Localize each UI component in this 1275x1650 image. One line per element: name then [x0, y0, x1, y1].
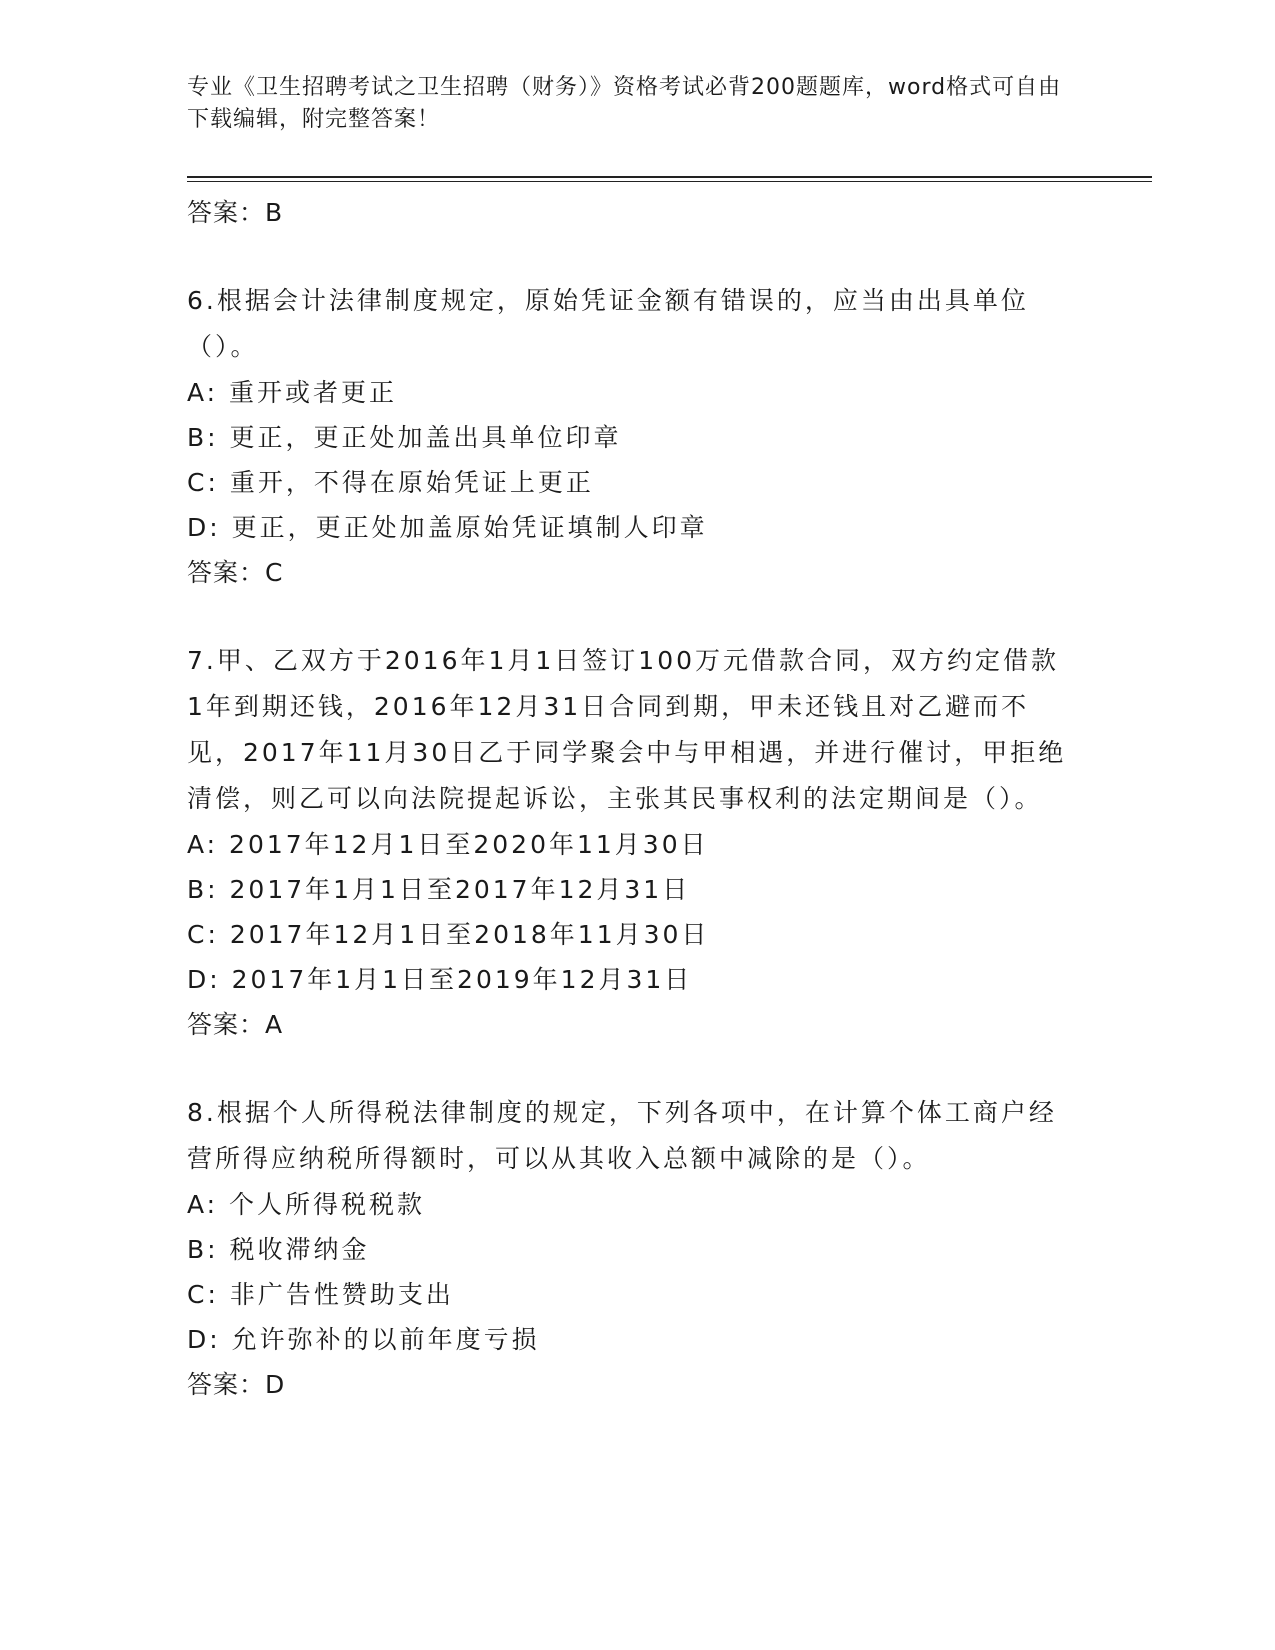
answer-line: 答案：A	[187, 1010, 284, 1039]
question-stem: 6.根据会计法律制度规定，原始凭证金额有错误的，应当由出具单位（）。	[187, 286, 1029, 361]
answer-line: 答案：D	[187, 1370, 286, 1399]
option-b: B: 更正，更正处加盖出具单位印章	[187, 423, 622, 452]
document-body	[187, 190, 1067, 1408]
option-c: C: 2017年12月1日至2018年11月30日	[187, 920, 710, 949]
option-c: C: 非广告性赞助支出	[187, 1280, 454, 1309]
option-d: D: 更正，更正处加盖原始凭证填制人印章	[187, 513, 708, 542]
option-a: A: 重开或者更正	[187, 378, 398, 407]
question-stem: 8.根据个人所得税法律制度的规定，下列各项中，在计算个体工商户经营所得应纳税所得额时，可以从其收入总额中减除的是（）。	[187, 1098, 1057, 1173]
option-d: D: 允许弥补的以前年度亏损	[187, 1325, 540, 1354]
question-block	[187, 1090, 1067, 1408]
option-b: B: 税收滞纳金	[187, 1235, 370, 1264]
answer-line: 答案：C	[187, 558, 284, 587]
option-a: A: 2017年12月1日至2020年11月30日	[187, 830, 709, 859]
page-header: 专业《卫生招聘考试之卫生招聘（财务）》资格考试必背200题题库，word格式可自由下载编辑，附完整答案！	[187, 75, 1062, 132]
option-d: D: 2017年1月1日至2019年12月31日	[187, 965, 693, 994]
option-b: B: 2017年1月1日至2017年12月31日	[187, 875, 691, 904]
answer-line: 答案：B	[187, 198, 284, 227]
question-block	[187, 638, 1067, 1048]
question-block	[187, 278, 1067, 596]
question-stem: 7.甲、乙双方于2016年1月1日签订100万元借款合同，双方约定借款1年到期还钱，2016年12月31日合同到期，甲未还钱且对乙避而不见，2017年11月30日乙于同学聚会中与甲相遇，并进行催讨，甲拒绝清偿，则乙可以向法院提起诉讼，主张其民事权利的法定期间是（）。	[187, 646, 1067, 813]
header-rule-thick	[187, 176, 1152, 178]
header-rule-thin	[187, 181, 1152, 182]
option-a: A: 个人所得税税款	[187, 1190, 426, 1219]
option-c: C: 重开，不得在原始凭证上更正	[187, 468, 594, 497]
